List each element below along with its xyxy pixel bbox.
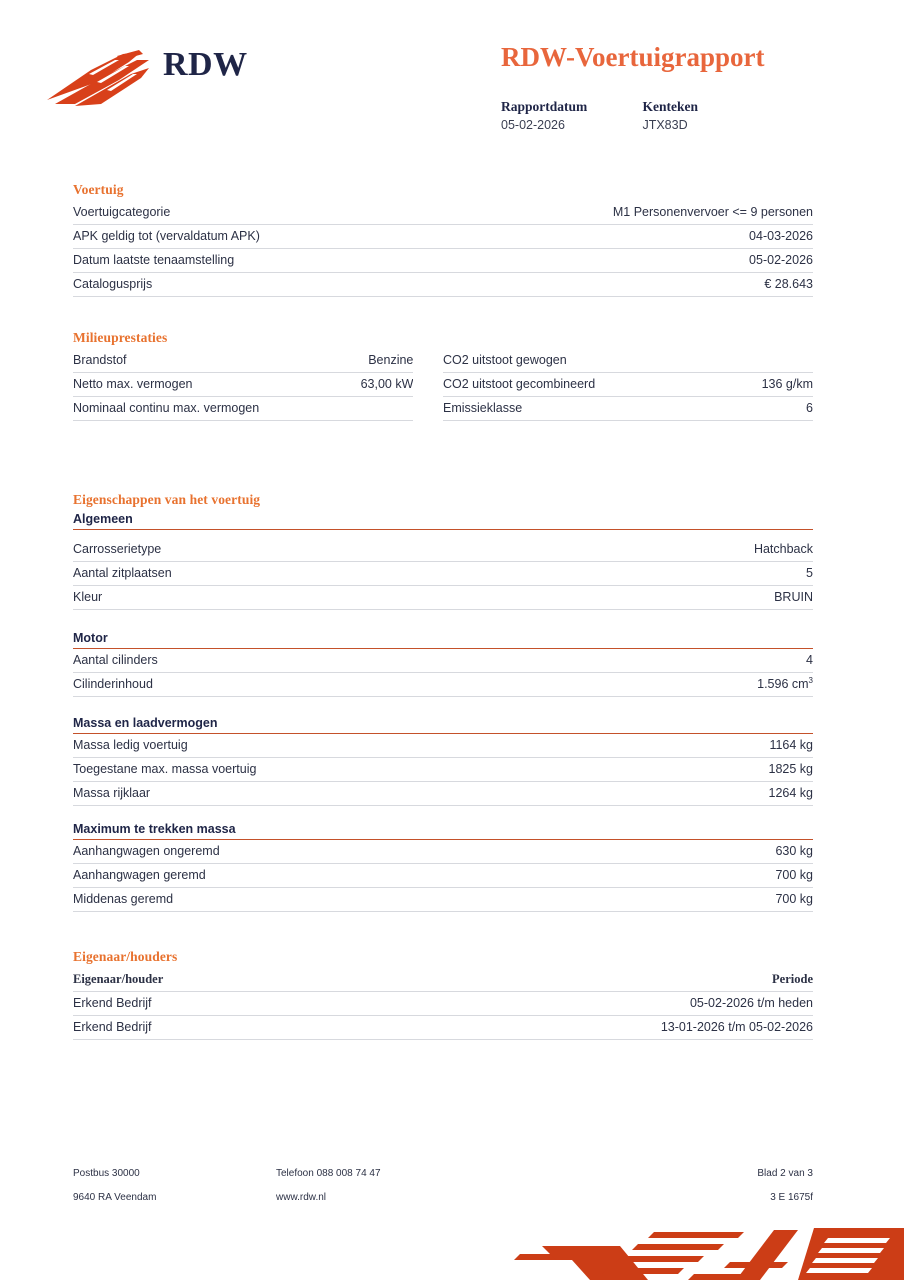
row-value: 1264 kg xyxy=(502,782,813,806)
owner-name: Erkend Bedrijf xyxy=(73,1016,480,1040)
subsection-title-towing: Maximum te trekken massa xyxy=(73,821,813,840)
footer-row-2 xyxy=(73,1192,813,1216)
row-value: Hatchback xyxy=(502,538,813,562)
row-value-left: Benzine xyxy=(273,349,414,373)
footer-row-1 xyxy=(73,1168,813,1192)
row-label: Voertuigcategorie xyxy=(73,201,502,225)
row-label: Aanhangwagen geremd xyxy=(73,864,502,888)
row-value-left xyxy=(273,397,414,421)
section-vehicle xyxy=(73,182,813,297)
owners-table xyxy=(73,968,813,1040)
row-label-left: Brandstof xyxy=(73,349,273,373)
column-gap xyxy=(413,373,443,397)
row-label-left: Nominaal continu max. vermogen xyxy=(73,397,273,421)
row-value: 5 xyxy=(502,562,813,586)
row-value: 1825 kg xyxy=(502,758,813,782)
table-row xyxy=(73,1016,813,1040)
row-value-cylinder-capacity xyxy=(502,673,813,697)
section-title-environment: Milieuprestaties xyxy=(73,330,168,345)
subsection-title-engine: Motor xyxy=(73,630,813,649)
row-value-text: 1.596 cm xyxy=(757,677,809,691)
owner-name: Erkend Bedrijf xyxy=(73,992,480,1016)
footer-city: 9640 RA Veendam xyxy=(73,1192,157,1203)
row-label: Cilinderinhoud xyxy=(73,673,502,697)
row-label: Toegestane max. massa voertuig xyxy=(73,758,502,782)
footer-phone: Telefoon 088 008 74 47 xyxy=(276,1168,381,1179)
footer-postbus: Postbus 30000 xyxy=(73,1168,140,1179)
footer-page-number: Blad 2 van 3 xyxy=(757,1168,813,1179)
section-engine xyxy=(73,630,813,697)
column-header-period: Periode xyxy=(480,968,813,992)
row-label: Catalogusprijs xyxy=(73,273,502,297)
license-plate-label: Kenteken xyxy=(642,99,698,114)
table-row xyxy=(73,562,813,586)
row-label: Aantal cilinders xyxy=(73,649,502,673)
license-plate-value: JTX83D xyxy=(642,118,688,132)
table-row xyxy=(73,249,813,273)
report-meta xyxy=(501,98,831,134)
subsection-title-general: Algemeen xyxy=(73,511,813,530)
row-label-right: Emissieklasse xyxy=(443,397,680,421)
rdw-feather-logo-icon xyxy=(45,48,157,108)
table-header-row xyxy=(73,968,813,992)
section-title-owners: Eigenaar/houders xyxy=(73,949,178,964)
general-table xyxy=(73,538,813,610)
rdw-wordmark: RDW xyxy=(163,46,248,83)
row-value: 700 kg xyxy=(502,888,813,912)
table-row xyxy=(73,397,813,421)
rdw-logo xyxy=(45,30,305,110)
table-row xyxy=(73,649,813,673)
row-value: 04-03-2026 xyxy=(502,225,813,249)
section-environment xyxy=(73,330,813,421)
row-value: € 28.643 xyxy=(502,273,813,297)
row-label-left: Netto max. vermogen xyxy=(73,373,273,397)
row-label: Aanhangwagen ongeremd xyxy=(73,840,502,864)
table-row xyxy=(73,888,813,912)
table-row xyxy=(73,992,813,1016)
table-row xyxy=(73,586,813,610)
table-row xyxy=(73,349,813,373)
row-label: Carrosserietype xyxy=(73,538,502,562)
table-row xyxy=(73,758,813,782)
row-value-right: 136 g/km xyxy=(680,373,813,397)
engine-table xyxy=(73,649,813,697)
section-towing xyxy=(73,821,813,912)
row-value: M1 Personenvervoer <= 9 personen xyxy=(502,201,813,225)
owner-period: 13-01-2026 t/m 05-02-2026 xyxy=(480,1016,813,1040)
page-title: RDW-Voertuigrapport xyxy=(501,42,765,72)
document-footer xyxy=(73,1168,813,1216)
owner-period: 05-02-2026 t/m heden xyxy=(480,992,813,1016)
footer-form-code: 3 E 1675f xyxy=(770,1192,813,1203)
table-row xyxy=(73,273,813,297)
table-row xyxy=(73,201,813,225)
column-gap xyxy=(413,349,443,373)
row-value: BRUIN xyxy=(502,586,813,610)
subsection-title-mass: Massa en laadvermogen xyxy=(73,715,813,734)
table-row xyxy=(73,373,813,397)
table-row xyxy=(73,864,813,888)
row-label: Kleur xyxy=(73,586,502,610)
table-row xyxy=(73,225,813,249)
row-label: Massa ledig voertuig xyxy=(73,734,502,758)
report-date-label: Rapportdatum xyxy=(501,99,588,114)
row-value-left: 63,00 kW xyxy=(273,373,414,397)
row-value: 700 kg xyxy=(502,864,813,888)
rdw-speed-graphic-icon xyxy=(498,1222,904,1280)
row-value-right: 6 xyxy=(680,397,813,421)
table-row xyxy=(73,840,813,864)
row-label: APK geldig tot (vervaldatum APK) xyxy=(73,225,502,249)
table-row xyxy=(73,673,813,697)
vehicle-table xyxy=(73,201,813,297)
section-title-properties: Eigenschappen van het voertuig xyxy=(73,492,261,507)
section-owners xyxy=(73,949,813,1040)
row-label: Datum laatste tenaamstelling xyxy=(73,249,502,273)
row-label-right: CO2 uitstoot gecombineerd xyxy=(443,373,680,397)
row-label-right: CO2 uitstoot gewogen xyxy=(443,349,680,373)
row-value-superscript: 3 xyxy=(808,675,813,685)
license-plate-block xyxy=(642,98,698,134)
row-value-right xyxy=(680,349,813,373)
environment-table xyxy=(73,349,813,421)
towing-table xyxy=(73,840,813,912)
section-properties xyxy=(73,492,813,610)
footer-website[interactable]: www.rdw.nl xyxy=(276,1192,327,1203)
table-row xyxy=(73,782,813,806)
row-value: 4 xyxy=(502,649,813,673)
mass-table xyxy=(73,734,813,806)
table-row xyxy=(73,734,813,758)
section-mass xyxy=(73,715,813,806)
document-header xyxy=(0,0,904,150)
column-gap xyxy=(413,397,443,421)
row-value: 630 kg xyxy=(502,840,813,864)
report-date-block xyxy=(501,98,638,134)
row-value: 1164 kg xyxy=(502,734,813,758)
row-value: 05-02-2026 xyxy=(502,249,813,273)
row-label: Massa rijklaar xyxy=(73,782,502,806)
column-header-owner: Eigenaar/houder xyxy=(73,968,480,992)
report-date-value: 05-02-2026 xyxy=(501,118,565,132)
table-row xyxy=(73,538,813,562)
row-label: Aantal zitplaatsen xyxy=(73,562,502,586)
section-title-vehicle: Voertuig xyxy=(73,182,124,197)
row-label: Middenas geremd xyxy=(73,888,502,912)
